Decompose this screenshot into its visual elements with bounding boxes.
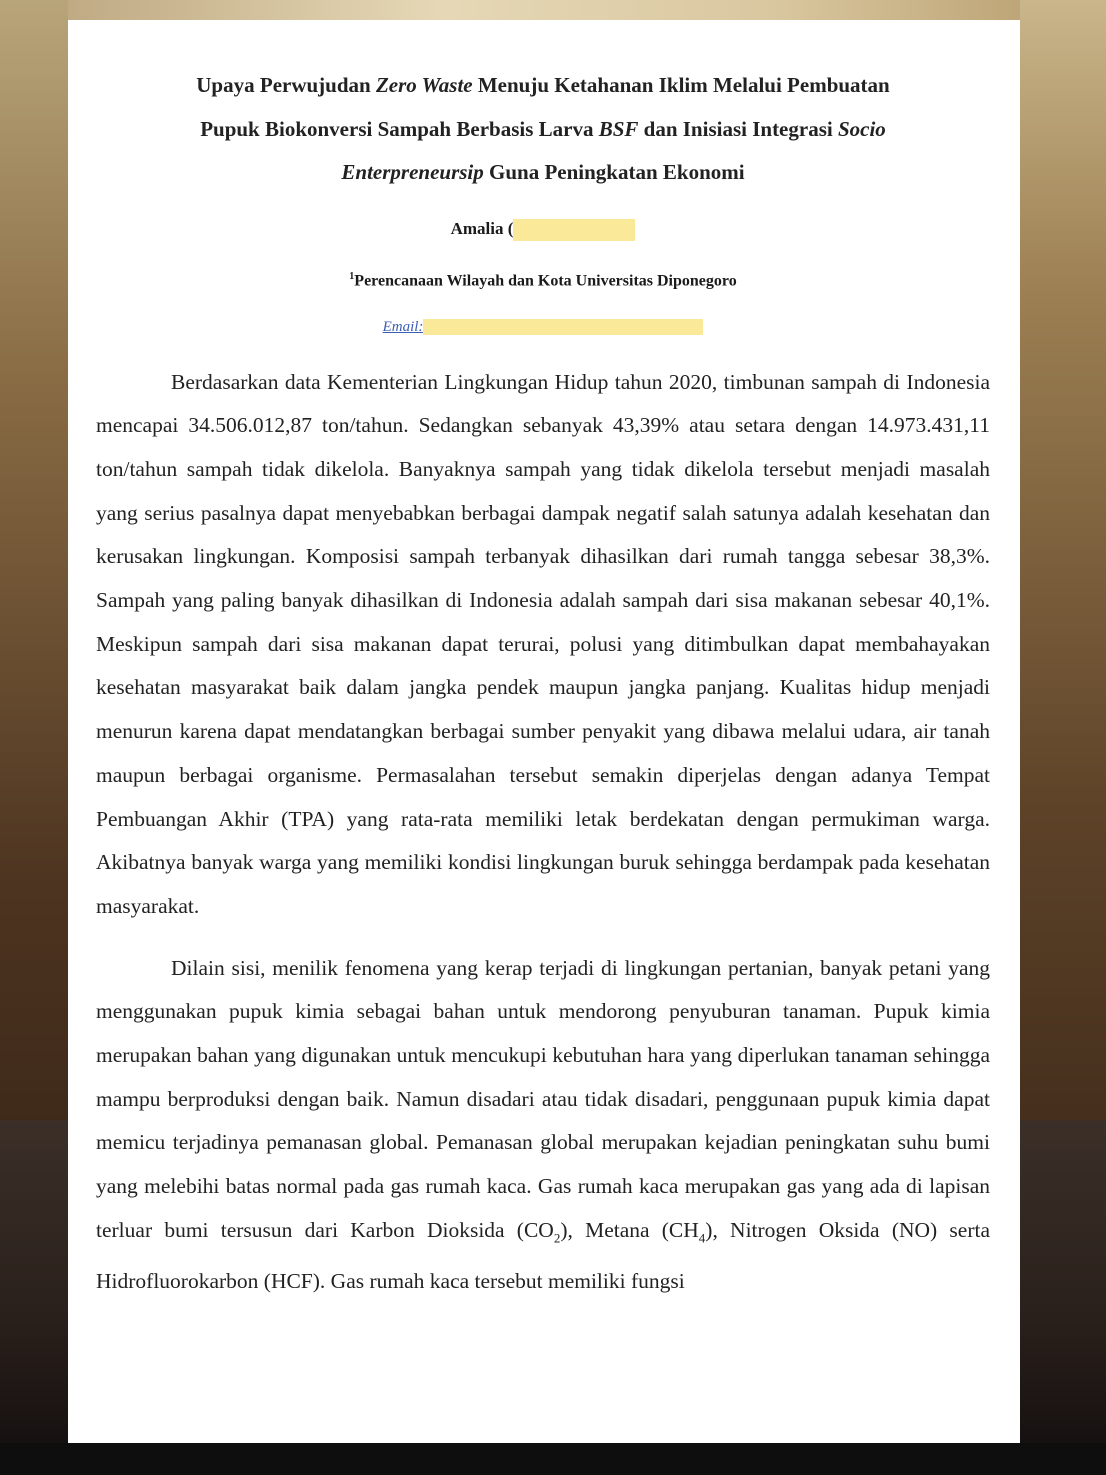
paragraph-1: Berdasarkan data Kementerian Lingkungan Hidup tahun 2020, timbunan sampah di Indonesia mencapai 34.506.012,87 ton/tahun. Sedangkan sebanyak 43,39% atau setara dengan 14.973.431,11 ton/tahun sampah tidak dikelola. Banyaknya sampah yang tidak dikelola tersebut menjadi masalah yang serius pasalnya dapat menyebabkan berbagai dampak negatif salah satunya adalah kesehatan dan kerusakan lingkungan. Komposisi sampah terbanyak dihasilkan dari rumah tangga sebesar 38,3%. Sampah yang paling banyak dihasilkan di Indonesia adalah sampah dari sisa makanan sebesar 40,1%. Meskipun sampah dari sisa makanan dapat terurai, polusi yang ditimbulkan dapat membahayakan kesehatan masyarakat baik dalam jangka pendek maupun jangka panjang. Kualitas hidup menjadi menurun karena dapat mendatangkan berbagai sumber penyakit yang dibawa melalui udara, air tanah maupun berbagai organisme. Permasalahan tersebut semakin diperjelas dengan adanya Tempat Pembuangan Akhir (TPA) yang rata-rata memiliki letak berdekatan dengan permukiman warga. Akibatnya banyak warga yang memiliki kondisi lingkungan buruk sehingga berdampak pada kesehatan masyarakat.	[96, 369, 990, 918]
email-redaction	[423, 319, 703, 335]
paragraph-2: Dilain sisi, menilik fenomena yang kerap terjadi di lingkungan pertanian, banyak petani yang menggunakan pupuk kimia sebagai bahan untuk mendorong penyuburan tanaman. Pupuk kimia merupakan bahan yang digunakan untuk mencukupi kebutuhan hara yang diperlukan tanaman sehingga mampu berproduksi dengan baik. Namun disadari atau tidak disadari, penggunaan pupuk kimia dapat memicu terjadinya pemanasan global. Pemanasan global merupakan kejadian peningkatan suhu bumi yang melebihi batas normal pada gas rumah kaca. Gas rumah kaca merupakan gas yang ada di lapisan terluar bumi tersusun dari Karbon Dioksida $(CO_2)$, Metana $(CH_4)$, Nitrogen Oksida (NO) serta Hidrofluorokarbon (HCF). Gas rumah kaca tersebut memiliki fungsi	[96, 955, 990, 1293]
title-line-2: Pupuk Biokonversi Sampah Berbasis Larva BSF dan Inisiasi Integrasi Socio	[200, 116, 886, 141]
affiliation: $^1$Perencanaan Wilayah dan Kota Universitas Diponegoro	[349, 270, 737, 289]
author-name: Amalia (	[450, 218, 514, 238]
author-line	[96, 219, 990, 245]
document-title	[96, 64, 990, 195]
document-page	[68, 20, 1020, 1443]
background-top	[0, 0, 1106, 20]
email-line	[96, 319, 990, 341]
email-link[interactable]: Email:	[382, 318, 424, 335]
title-line-3: Enterpreneursip Guna Peningkatan Ekonomi	[341, 160, 745, 184]
title-line-1: Upaya Perwujudan Zero Waste Menuju Ketahanan Iklim Melalui Pembuatan	[196, 73, 890, 97]
background-bottom	[0, 1443, 1106, 1475]
author-redaction	[513, 219, 635, 241]
